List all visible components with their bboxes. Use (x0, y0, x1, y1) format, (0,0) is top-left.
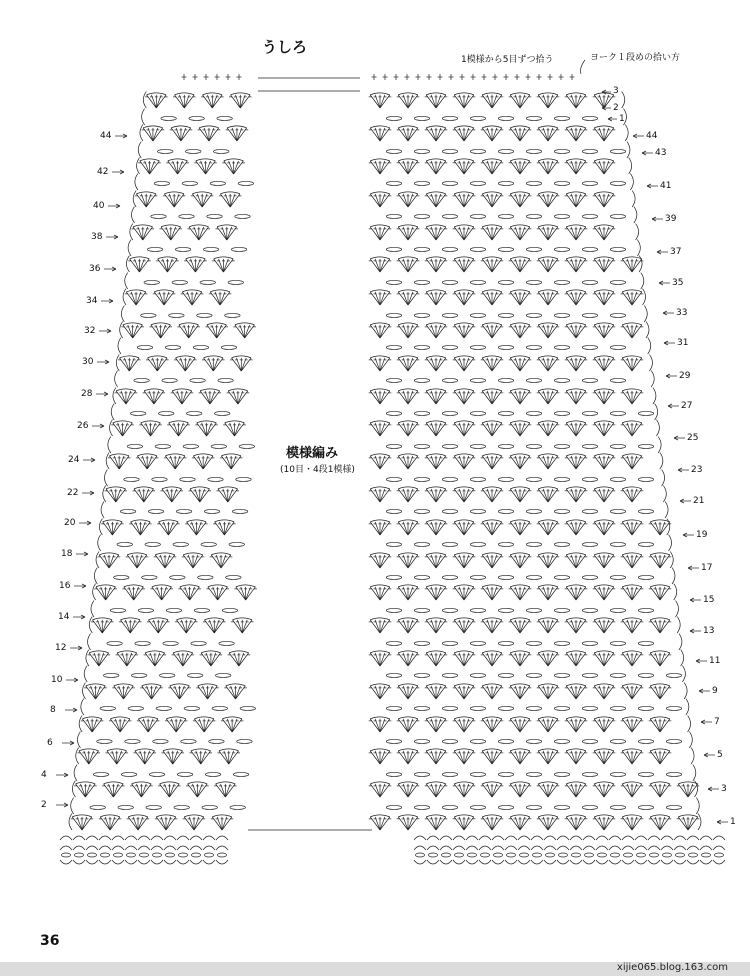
page-number: 36 (40, 933, 60, 949)
left-row-label: 34 (86, 296, 98, 306)
right-row-label: 44 (646, 131, 658, 141)
left-row-label: 44 (100, 131, 112, 141)
right-row-label: 19 (696, 530, 708, 540)
pattern-sub: (10目・4段1模様) (280, 465, 355, 475)
pattern-name: 模様編み (286, 446, 339, 461)
right-row-label: 43 (655, 148, 667, 158)
right-row-label: 3 (721, 784, 727, 794)
left-row-label: 12 (55, 643, 67, 653)
left-row-label: 18 (61, 549, 73, 559)
right-row-label: 5 (717, 750, 723, 760)
yoke-note: ヨーク１段めの拾い方 (590, 53, 681, 63)
right-row-label: 11 (709, 656, 721, 666)
right-row-label: 33 (676, 308, 688, 318)
chart-title: うしろ (262, 38, 308, 56)
left-row-label: 16 (59, 581, 71, 591)
right-row-label: 23 (691, 465, 703, 475)
top-row-label: 2 (613, 103, 619, 113)
left-row-label: 6 (47, 738, 53, 748)
right-row-label: 39 (665, 214, 677, 224)
top-row-label: 1 (619, 114, 625, 124)
left-row-label: 28 (81, 389, 93, 399)
left-row-label: 36 (89, 264, 101, 274)
left-row-label: 30 (82, 357, 94, 367)
left-row-label: 14 (58, 612, 70, 622)
pickup-note: 1模様から5目ずつ拾う (461, 55, 554, 65)
footer-bar (0, 962, 750, 976)
left-row-label: 26 (77, 421, 89, 431)
right-row-label: 29 (679, 371, 691, 381)
left-row-label: 42 (97, 167, 109, 177)
right-row-label: 37 (670, 247, 682, 257)
right-row-label: 13 (703, 626, 715, 636)
left-row-label: 10 (51, 675, 63, 685)
right-row-label: 35 (672, 278, 684, 288)
left-row-label: 2 (41, 800, 47, 810)
top-row-label: 3 (613, 86, 619, 96)
right-row-label: 9 (712, 686, 718, 696)
left-row-label: 24 (68, 455, 80, 465)
left-row-label: 22 (67, 488, 79, 498)
right-row-label: 21 (693, 496, 705, 506)
watermark: xijie065.blog.163.com (616, 962, 728, 973)
right-row-label: 41 (660, 181, 672, 191)
right-row-label: 7 (714, 717, 720, 727)
left-row-label: 8 (50, 705, 56, 715)
right-row-label: 25 (687, 433, 699, 443)
left-row-label: 32 (84, 326, 96, 336)
left-row-label: 40 (93, 201, 105, 211)
left-row-label: 20 (64, 518, 76, 528)
right-row-label: 17 (701, 563, 713, 573)
right-row-label: 15 (703, 595, 715, 605)
left-row-label: 4 (41, 770, 47, 780)
left-row-label: 38 (91, 232, 103, 242)
right-row-label: 31 (677, 338, 689, 348)
right-row-label: 1 (730, 817, 736, 827)
right-row-label: 27 (681, 401, 693, 411)
